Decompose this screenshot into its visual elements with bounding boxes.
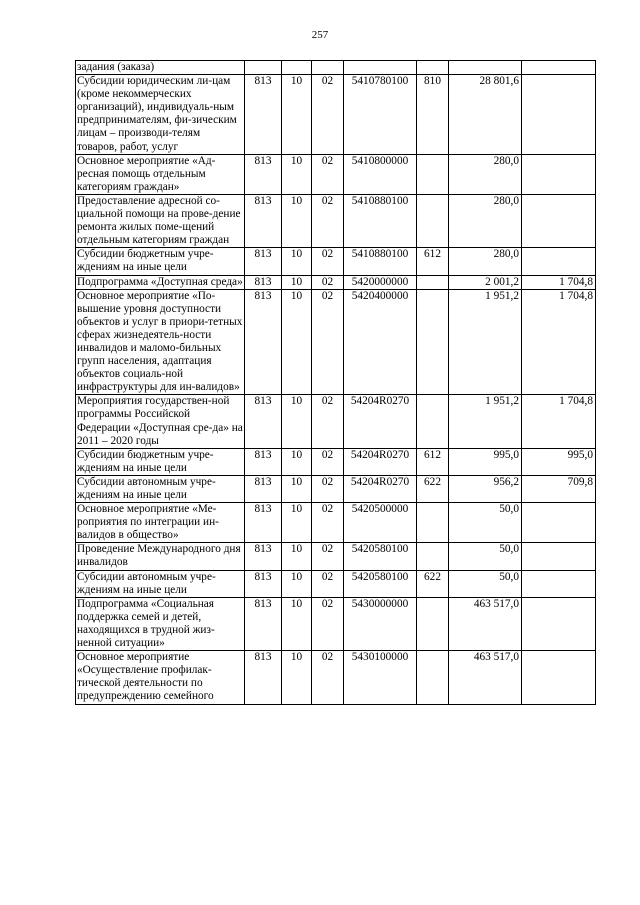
table-row: [76, 448, 596, 475]
expense-type-code: 622: [417, 570, 449, 597]
target-item-code: 54204R0270: [344, 395, 417, 448]
section-code: 10: [282, 503, 312, 543]
amount-total: 28 801,6: [449, 75, 522, 155]
amount-federal: [522, 61, 596, 75]
amount-federal: [522, 543, 596, 570]
budget-item-name: Проведение Международного дня инвалидов: [76, 543, 245, 570]
budget-item-name: Субсидии бюджетным учре-ждениям на иные цели: [76, 448, 245, 475]
expense-type-code: [417, 154, 449, 194]
amount-federal: [522, 597, 596, 650]
page-number: 257: [311, 29, 329, 41]
expense-type-code: 612: [417, 448, 449, 475]
department-code: 813: [245, 597, 282, 650]
target-item-code: 5420580100: [344, 570, 417, 597]
expense-type-code: [417, 395, 449, 448]
department-code: 813: [245, 275, 282, 289]
amount-total: 50,0: [449, 503, 522, 543]
amount-total: 463 517,0: [449, 651, 522, 704]
expense-type-code: [417, 61, 449, 75]
section-code: 10: [282, 75, 312, 155]
department-code: 813: [245, 289, 282, 395]
section-code: 10: [282, 475, 312, 502]
section-code: 10: [282, 289, 312, 395]
subsection-code: 02: [312, 275, 344, 289]
amount-total: 956,2: [449, 475, 522, 502]
amount-total: 2 001,2: [449, 275, 522, 289]
table-row: [76, 570, 596, 597]
amount-total: 995,0: [449, 448, 522, 475]
amount-total: 50,0: [449, 570, 522, 597]
amount-total: 463 517,0: [449, 597, 522, 650]
department-code: 813: [245, 75, 282, 155]
budget-item-name: Субсидии автономным учре-ждениям на иные цели: [76, 570, 245, 597]
expense-type-code: 612: [417, 248, 449, 275]
section-code: 10: [282, 448, 312, 475]
amount-total: 1 951,2: [449, 289, 522, 395]
budget-table: [75, 60, 596, 705]
expense-type-code: [417, 651, 449, 704]
amount-total: 1 951,2: [449, 395, 522, 448]
budget-item-name: Субсидии бюджетным учре-ждениям на иные цели: [76, 248, 245, 275]
table-row: [76, 475, 596, 502]
section-code: 10: [282, 248, 312, 275]
section-code: 10: [282, 543, 312, 570]
subsection-code: 02: [312, 395, 344, 448]
table-row: [76, 275, 596, 289]
target-item-code: 5430100000: [344, 651, 417, 704]
subsection-code: 02: [312, 570, 344, 597]
subsection-code: 02: [312, 651, 344, 704]
budget-item-name: Подпрограмма «Доступная среда»: [77, 275, 243, 288]
expense-type-code: 622: [417, 475, 449, 502]
budget-item-name: Основное мероприятие «Осуществление профилак-тической деятельности по предупреждению семейного: [76, 651, 245, 704]
section-code: 10: [282, 651, 312, 704]
budget-item-name: Основное мероприятие «Ад-ресная помощь отдельным категориям граждан»: [76, 154, 245, 194]
amount-federal: 995,0: [522, 448, 596, 475]
amount-total: 280,0: [449, 248, 522, 275]
table-row: [76, 61, 596, 75]
department-code: 813: [245, 194, 282, 247]
budget-item-name: Субсидии автономным учре-ждениям на иные цели: [76, 475, 245, 502]
table-row: [76, 248, 596, 275]
department-code: 813: [245, 570, 282, 597]
table-row: [76, 75, 596, 155]
department-code: 813: [245, 475, 282, 502]
subsection-code: 02: [312, 289, 344, 395]
department-code: 813: [245, 154, 282, 194]
table-row: [76, 543, 596, 570]
amount-federal: 1 704,8: [522, 289, 596, 395]
subsection-code: 02: [312, 75, 344, 155]
target-item-code: 5410880100: [344, 194, 417, 247]
expense-type-code: [417, 275, 449, 289]
budget-item-name: Предоставление адресной со-циальной помощи на прове-дение ремонта жилых поме-щений отдельным категориям граждан: [76, 194, 245, 247]
department-code: 813: [245, 503, 282, 543]
amount-federal: [522, 248, 596, 275]
expense-type-code: [417, 503, 449, 543]
target-item-code: 5420400000: [344, 289, 417, 395]
subsection-code: 02: [312, 475, 344, 502]
amount-total: [449, 61, 522, 75]
section-code: 10: [282, 570, 312, 597]
budget-item-name: задания (заказа): [76, 61, 245, 75]
amount-total: 280,0: [449, 194, 522, 247]
budget-item-name: Подпрограмма «Социальная поддержка семей и детей, находящихся в трудной жиз-ненной ситуации»: [76, 597, 245, 650]
amount-total: 280,0: [449, 154, 522, 194]
subsection-code: 02: [312, 154, 344, 194]
section-code: [282, 61, 312, 75]
expense-type-code: [417, 289, 449, 395]
department-code: 813: [245, 248, 282, 275]
budget-item-name: Основное мероприятие «По-вышение уровня доступности объектов и услуг в приори-тетных сферах жизнедеятель-ности инвалидов и маломо-бильных групп населения, адаптация объектов социаль-ной инфраструктуры для ин-валидов»: [76, 289, 245, 395]
department-code: 813: [245, 651, 282, 704]
target-item-code: 5410800000: [344, 154, 417, 194]
subsection-code: 02: [312, 248, 344, 275]
section-code: 10: [282, 194, 312, 247]
amount-federal: 1 704,8: [522, 395, 596, 448]
amount-federal: [522, 651, 596, 704]
target-item-code: 5410780100: [344, 75, 417, 155]
budget-item-name: Основное мероприятие «Ме-роприятия по интеграции ин-валидов в общество»: [76, 503, 245, 543]
department-code: 813: [245, 448, 282, 475]
budget-item-name: Субсидии юридическим ли-цам (кроме некоммерческих организаций), индивидуаль-ным предпринимателям, фи-зическим лицам – производи-телям товаров, работ, услуг: [76, 75, 245, 155]
expense-type-code: [417, 194, 449, 247]
amount-federal: [522, 75, 596, 155]
expense-type-code: [417, 543, 449, 570]
amount-federal: [522, 194, 596, 247]
table-row: [76, 651, 596, 704]
target-item-code: 5430000000: [344, 597, 417, 650]
subsection-code: 02: [312, 597, 344, 650]
subsection-code: 02: [312, 194, 344, 247]
amount-total: 50,0: [449, 543, 522, 570]
table-row: [76, 154, 596, 194]
section-code: 10: [282, 597, 312, 650]
section-code: 10: [282, 275, 312, 289]
department-code: [245, 61, 282, 75]
target-item-code: 5410880100: [344, 248, 417, 275]
subsection-code: 02: [312, 503, 344, 543]
target-item-code: 54204R0270: [344, 448, 417, 475]
target-item-code: 5420580100: [344, 543, 417, 570]
amount-federal: [522, 570, 596, 597]
target-item-code: 5420500000: [344, 503, 417, 543]
table-row: [76, 194, 596, 247]
amount-federal: [522, 503, 596, 543]
section-code: 10: [282, 154, 312, 194]
table-row: [76, 289, 596, 395]
target-item-code: [344, 61, 417, 75]
amount-federal: [522, 154, 596, 194]
expense-type-code: 810: [417, 75, 449, 155]
department-code: 813: [245, 543, 282, 570]
budget-item-name: Мероприятия государствен-ной программы Российской Федерации «Доступная сре-да» на 2011 – 2020 годы: [77, 395, 243, 447]
amount-federal: 1 704,8: [522, 275, 596, 289]
table-row: [76, 503, 596, 543]
subsection-code: [312, 61, 344, 75]
table-row: [76, 395, 596, 448]
target-item-code: 5420000000: [344, 275, 417, 289]
department-code: 813: [245, 395, 282, 448]
subsection-code: 02: [312, 448, 344, 475]
target-item-code: 54204R0270: [344, 475, 417, 502]
section-code: 10: [282, 395, 312, 448]
expense-type-code: [417, 597, 449, 650]
subsection-code: 02: [312, 543, 344, 570]
amount-federal: 709,8: [522, 475, 596, 502]
table-row: [76, 597, 596, 650]
